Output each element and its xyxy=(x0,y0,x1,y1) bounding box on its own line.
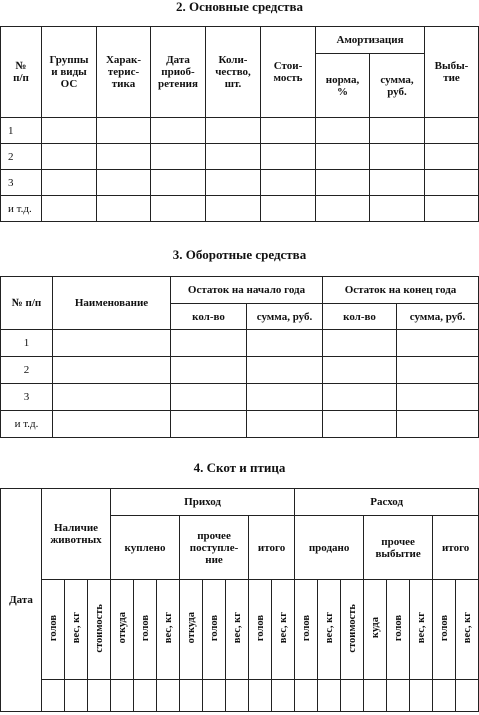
header-num: № п/п xyxy=(1,27,42,118)
subheader-weight: вес, кг xyxy=(277,612,289,644)
header-total-expense: итого xyxy=(433,516,479,580)
subheader-weight: вес, кг xyxy=(231,612,243,644)
row-number: 3 xyxy=(1,384,53,411)
subheader-heads: голов xyxy=(300,614,312,642)
section-4-title: 4. Скот и птица xyxy=(193,460,286,475)
header-date: Дата xyxy=(1,489,42,712)
header-acquisition-date: Дата приоб- ретения xyxy=(151,27,206,118)
row-number: 2 xyxy=(1,357,53,384)
section-2-title: 2. Основные средства xyxy=(175,0,304,14)
fixed-assets-table xyxy=(0,26,479,222)
header-sum-start: сумма, руб. xyxy=(247,304,323,330)
header-quantity-start: кол-во xyxy=(171,304,247,330)
table-row xyxy=(1,170,479,196)
subheader-weight: вес, кг xyxy=(162,612,174,644)
section-3-title: 3. Оборотные средства xyxy=(172,247,307,262)
header-end-balance: Остаток на конец года xyxy=(323,277,479,304)
subheader-heads: голов xyxy=(47,614,59,642)
header-income: Приход xyxy=(111,489,295,516)
header-animals-present: Наличие животных xyxy=(42,489,111,580)
header-amortization: Амортизация xyxy=(316,27,425,54)
table-row xyxy=(1,357,479,384)
table-row xyxy=(1,118,479,144)
subheader-cost: стоимость xyxy=(346,603,358,653)
header-norm: норма, % xyxy=(316,54,370,118)
table-row xyxy=(1,411,479,438)
header-characteristic: Харак- терис- тика xyxy=(97,27,151,118)
header-bought: куплено xyxy=(111,516,180,580)
row-number: 1 xyxy=(1,330,53,357)
subheader-heads: голов xyxy=(139,614,151,642)
subheader-weight: вес, кг xyxy=(70,612,82,644)
header-sold: продано xyxy=(295,516,364,580)
table-row xyxy=(1,384,479,411)
row-number: и т.д. xyxy=(1,196,42,222)
subheader-to: куда xyxy=(369,617,381,639)
header-sum-end: сумма, руб. xyxy=(397,304,479,330)
subheader-heads: голов xyxy=(208,614,220,642)
subheader-heads: голов xyxy=(254,614,266,642)
table-row xyxy=(1,680,479,712)
header-quantity-end: кол-во xyxy=(323,304,397,330)
header-start-balance: Остаток на начало года xyxy=(171,277,323,304)
header-total-income: итого xyxy=(249,516,295,580)
subheader-cost: стоимость xyxy=(93,603,105,653)
livestock-table xyxy=(0,488,479,712)
row-number: 2 xyxy=(1,144,42,170)
current-assets-table xyxy=(0,276,479,438)
subheader-heads: голов xyxy=(438,614,450,642)
subheader-from: откуда xyxy=(116,612,128,644)
header-name: Наименование xyxy=(53,277,171,330)
subheader-heads: голов xyxy=(392,614,404,642)
subheader-weight: вес, кг xyxy=(323,612,335,644)
header-sum: сумма, руб. xyxy=(370,54,425,118)
header-groups: Группы и виды ОС xyxy=(42,27,97,118)
header-disposal: Выбы- тие xyxy=(425,27,479,118)
header-num: № п/п xyxy=(1,277,53,330)
header-other-income: прочее поступле- ние xyxy=(180,516,249,580)
table-row xyxy=(1,144,479,170)
header-other-disposal: прочее выбытие xyxy=(364,516,433,580)
row-number: 1 xyxy=(1,118,42,144)
subheader-weight: вес, кг xyxy=(415,612,427,644)
row-number: и т.д. xyxy=(1,411,53,438)
table-row xyxy=(1,330,479,357)
subheader-from: откуда xyxy=(185,612,197,644)
header-quantity: Коли- чество, шт. xyxy=(206,27,261,118)
subheader-weight: вес, кг xyxy=(461,612,473,644)
row-number: 3 xyxy=(1,170,42,196)
header-cost: Стои- мость xyxy=(261,27,316,118)
header-expense: Расход xyxy=(295,489,479,516)
table-row xyxy=(1,196,479,222)
